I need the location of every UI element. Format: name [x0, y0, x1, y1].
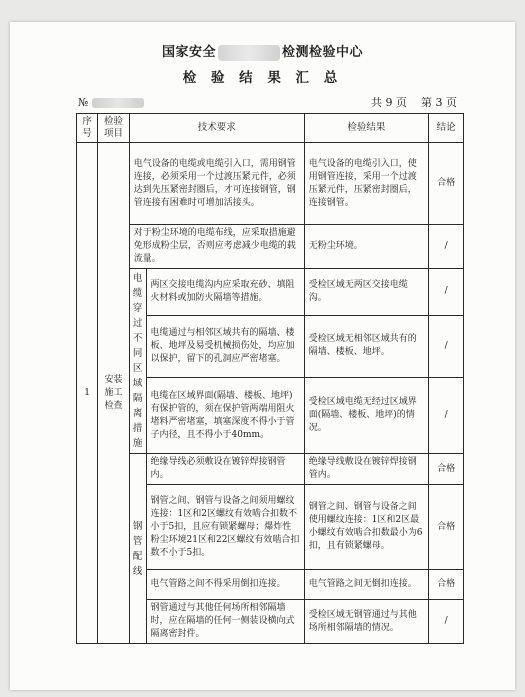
conclusion-cell: 合格 [429, 143, 464, 225]
requirement-cell: 钢管之间、钢管与设备之间须用螺纹连接：1区和2区螺纹有效啮合扣数不小于5扣，且应有锁紧螺母；爆炸性粉尘环境21区和22区螺纹有效啮合扣数不小于5扣。 [146, 485, 304, 570]
org-name-suffix: 检测检验中心 [282, 45, 364, 60]
document-page [10, 22, 515, 690]
requirement-cell: 钢管通过与其他任何场所相邻隔墙时，应在隔墙的任何一侧装设横向式隔离密封件。 [146, 600, 304, 644]
document-number [78, 96, 144, 109]
page-number: 第 3 页 [421, 96, 457, 109]
group-label-cable-isolation: 电 缆 穿 过 不 同 区 域 隔 离 措 施 [129, 269, 146, 454]
conclusion-cell: / [429, 378, 464, 454]
table-row [77, 225, 464, 269]
table-row [77, 454, 464, 485]
requirement-cell: 电缆通过与相邻区域共有的隔墙、楼板、地坪及易受机械损伤处，均应加以保护，留下的孔洞应严密堵塞。 [146, 315, 304, 378]
total-pages: 共 9 页 [371, 96, 407, 109]
item-cell: 安装施工检查 [98, 143, 129, 644]
requirement-cell: 绝缘导线必须敷设在镀锌焊接钢管内。 [146, 454, 304, 485]
requirement-cell: 两区交接电缆沟内应采取充砂、填阻火材料或加防火隔墙等措施。 [146, 269, 304, 316]
result-cell: 电气管路之间无倒扣连接。 [304, 570, 429, 600]
header-item: 检验项目 [98, 114, 129, 143]
result-cell: 受检区域无两区交接电缆沟。 [304, 269, 429, 316]
result-cell: 受检区域无钢管通过与其他场所相邻隔墙的情况。 [304, 600, 429, 644]
org-name [10, 41, 515, 61]
org-name-prefix: 国家安全 [161, 45, 216, 60]
header-result: 检验结果 [304, 114, 429, 143]
doc-no-label: № [78, 96, 89, 109]
requirement-cell: 电气管路之间不得采用倒扣连接。 [146, 570, 304, 600]
conclusion-cell: / [429, 225, 464, 269]
redacted-text [218, 45, 280, 61]
result-cell: 绝缘导线敷设在镀锌焊接钢管内。 [304, 454, 429, 485]
group-label-steel-pipe: 钢 管 配 线 [129, 454, 146, 644]
requirement-cell: 电缆在区域界面(隔墙、楼板、地坪)有保护管的，须在保护管两端用阻火堵料严密堵塞，填塞深度不得小于管子内径，且不得小于40mm。 [146, 378, 304, 454]
header-conclusion: 结论 [429, 114, 464, 143]
conclusion-cell: 合格 [429, 454, 464, 485]
conclusion-cell: / [429, 315, 464, 378]
table-row [77, 269, 464, 316]
header-seq: 序号 [77, 114, 98, 143]
result-cell: 受检区域无相邻区域共有的隔墙、楼板、地坪。 [304, 315, 429, 378]
document-title: 检 验 结 果 汇 总 [182, 70, 343, 86]
redacted-number [92, 98, 144, 108]
requirement-cell: 对于粉尘环境的电缆布线，应采取措施避免形成粉尘层，否则应考虑减少电缆的载流量。 [129, 225, 304, 269]
results-table [76, 113, 464, 644]
result-cell: 钢管之间、钢管与设备之间使用螺纹连接：1区和2区最小螺纹有效啮合扣数最小为6扣，且有锁紧螺母。 [304, 485, 429, 570]
seq-cell: 1 [77, 143, 98, 644]
conclusion-cell: 合格 [429, 570, 464, 600]
requirement-cell: 电气设备的电缆或电缆引入口，需用钢管连接，必须采用一个过渡压紧元件，必须达到先压紧密封圈后，才可连接钢管，钢管连接有困难时可增加活接头。 [129, 143, 304, 225]
page-info [371, 94, 457, 110]
result-cell: 无粉尘环境。 [304, 225, 429, 269]
table-row [77, 143, 464, 225]
result-cell: 电气设备的电缆引入口，使用钢管连接，采用一个过渡压紧元件，压紧密封圈后，连接钢管。 [304, 143, 429, 225]
header-requirement: 技术要求 [129, 114, 304, 143]
conclusion-cell: 合格 [429, 485, 464, 570]
result-cell: 受检区域电缆无经过区域界面(隔墙、楼板、地坪)的情况。 [304, 378, 429, 454]
conclusion-cell: / [429, 269, 464, 316]
table-header-row [77, 114, 464, 143]
conclusion-cell: / [429, 600, 464, 644]
